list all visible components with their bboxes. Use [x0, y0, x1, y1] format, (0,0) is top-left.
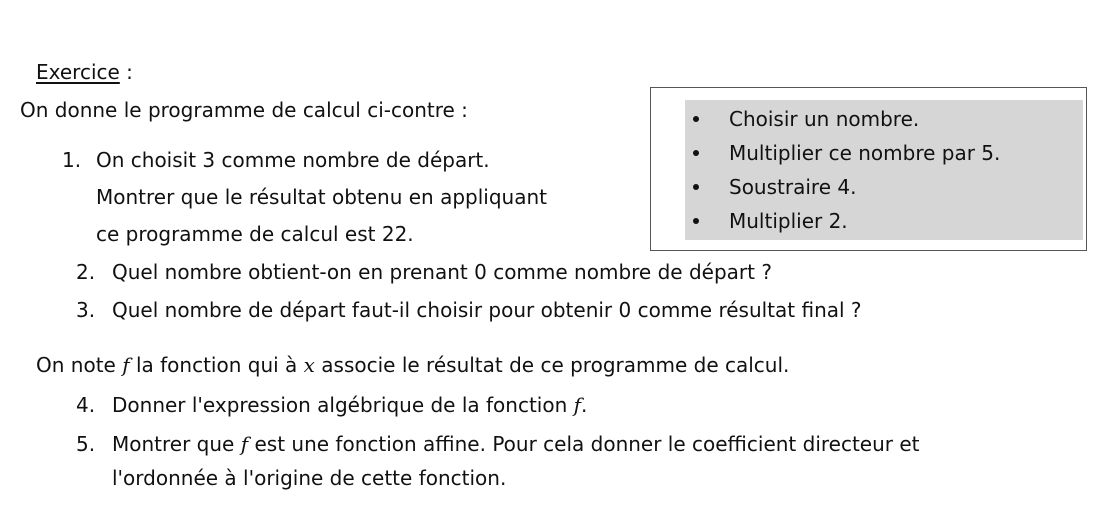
program-step [685, 170, 1083, 203]
program-step-text: Choisir un nombre. [729, 106, 920, 131]
program-step [685, 136, 1083, 169]
bullet-icon [693, 150, 699, 156]
question-4-text [112, 395, 587, 415]
exercise-title [36, 62, 133, 82]
bullet-icon [693, 116, 699, 122]
exercise-intro: On donne le programme de calcul ci-contre : [20, 98, 468, 122]
question-4-end: . [581, 393, 588, 417]
question-1-number: 1. [62, 148, 82, 172]
question-4-number: 4. [76, 393, 96, 417]
question-2-number: 2. [76, 260, 96, 284]
program-step-text: Soustraire 4. [729, 174, 857, 199]
note-text: associe le résultat de ce programme de calcul. [314, 353, 790, 377]
question-1-line: ce programme de calcul est 22. [96, 222, 414, 246]
question-1-line: On choisit 3 comme nombre de départ. [96, 148, 490, 172]
math-f: f [240, 432, 249, 456]
question-5-number: 5. [76, 432, 96, 456]
math-f: f [122, 353, 130, 377]
exercise-title-text: Exercice [36, 60, 120, 84]
bullet-icon [693, 218, 699, 224]
question-5-line-2: l'ordonnée à l'origine de cette fonction. [112, 466, 507, 490]
question-2-text: Quel nombre obtient-on en prenant 0 comme nombre de départ ? [112, 260, 772, 284]
question-5-text [112, 434, 920, 454]
function-definition [36, 355, 789, 375]
note-text: la fonction qui à [129, 353, 304, 377]
math-x: x [303, 353, 315, 377]
program-step [685, 102, 1083, 135]
bullet-icon [693, 184, 699, 190]
question-1-line: Montrer que le résultat obtenu en appliquant [96, 185, 547, 209]
math-f: f [573, 393, 582, 417]
program-steps-list [685, 100, 1083, 240]
note-text: On note [36, 353, 123, 377]
program-box [650, 87, 1087, 251]
exercise-title-colon: : [119, 60, 133, 84]
question-3-number: 3. [76, 298, 96, 322]
question-4-body: Donner l'expression algébrique de la fonction [112, 393, 574, 417]
question-5-body: Montrer que [112, 432, 241, 456]
program-step-text: Multiplier 2. [729, 208, 848, 233]
question-5-body: est une fonction affine. Pour cela donner le coefficient directeur et [248, 432, 920, 456]
question-3-text: Quel nombre de départ faut-il choisir pour obtenir 0 comme résultat final ? [112, 298, 862, 322]
program-step [685, 204, 1083, 237]
program-step-text: Multiplier ce nombre par 5. [729, 140, 1001, 165]
